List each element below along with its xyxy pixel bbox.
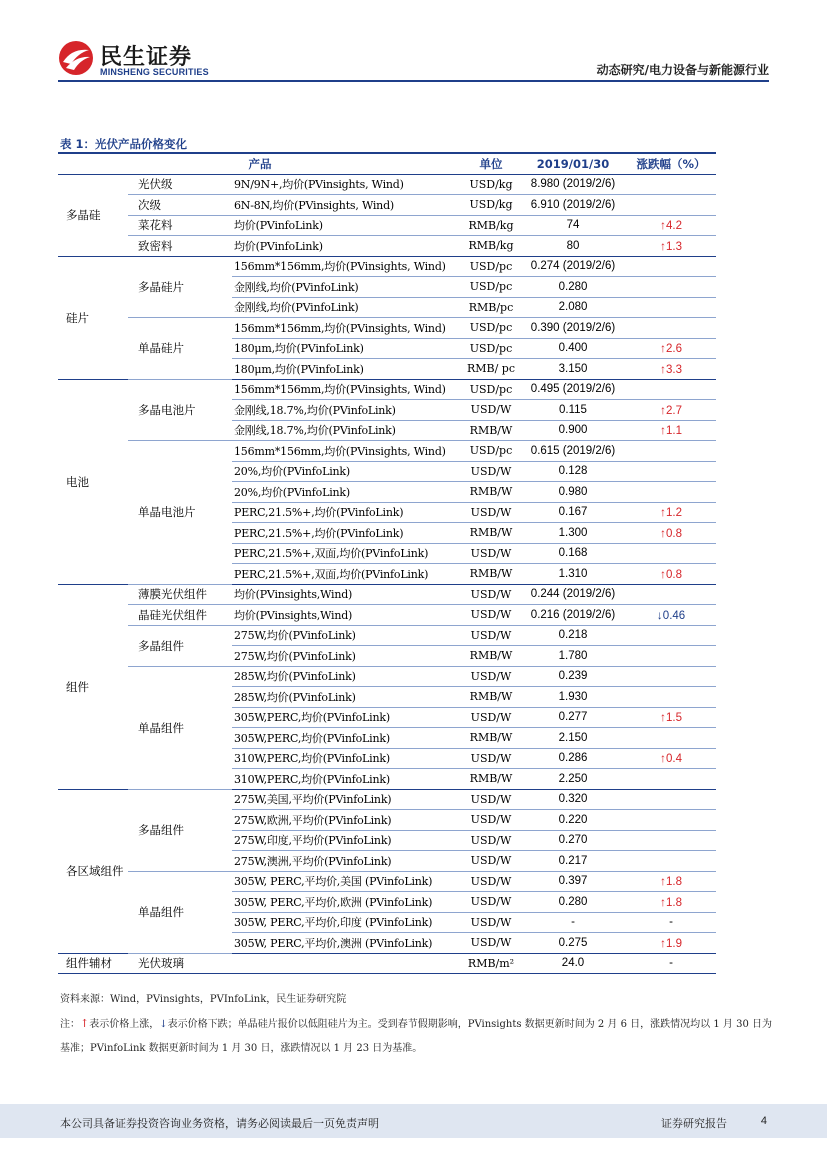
product-cell: 285W,均价(PVinfoLink) (232, 666, 462, 687)
change-value: 0.4 (666, 753, 682, 766)
change-cell (626, 502, 716, 523)
unit-cell: RMB/W (462, 564, 520, 585)
up-arrow-icon: ↑ (80, 1017, 90, 1030)
change-cell (626, 236, 716, 257)
subcategory-cell: 多晶硅片 (128, 256, 232, 318)
change-value: 1.1 (666, 425, 682, 438)
table-row (58, 666, 716, 687)
category-cell: 各区域组件 (58, 789, 128, 953)
change-cell (626, 728, 716, 749)
minsheng-logo-icon (58, 40, 94, 76)
product-cell: 305W,PERC,均价(PVinfoLink) (232, 707, 462, 728)
unit-cell: USD/pc (462, 277, 520, 298)
product-cell: 9N/9N+,均价(PVinsights, Wind) (232, 174, 462, 195)
price-cell: 0.277 (520, 707, 626, 728)
change-value: 0.8 (666, 568, 682, 581)
table-row (58, 584, 716, 605)
down-arrow-icon: ↓ (159, 1019, 168, 1030)
note-up-text: 表示价格上涨， (89, 1019, 160, 1030)
table-header-row (58, 153, 716, 174)
col-header-product: 产品 (58, 153, 462, 174)
unit-cell: RMB/kg (462, 236, 520, 257)
price-cell: 0.168 (520, 543, 626, 564)
price-cell: 1.930 (520, 687, 626, 708)
change-value: 1.3 (666, 240, 682, 253)
unit-cell: USD/W (462, 400, 520, 421)
change-cell (626, 420, 716, 441)
price-cell: 0.280 (520, 892, 626, 913)
unit-cell: USD/W (462, 605, 520, 626)
report-type: 动态研究/电力设备与新能源行业 (596, 63, 769, 77)
price-cell: 0.980 (520, 482, 626, 503)
price-cell: 0.167 (520, 502, 626, 523)
down-arrow-icon: ↓ (656, 607, 663, 622)
price-cell: 0.390 (2019/2/6) (520, 318, 626, 339)
price-cell: 0.615 (2019/2/6) (520, 441, 626, 462)
product-cell: 305W, PERC,平均价,美国 (PVinfoLink) (232, 871, 462, 892)
price-cell: 0.280 (520, 277, 626, 298)
change-cell (626, 256, 716, 277)
product-cell: 305W,PERC,均价(PVinfoLink) (232, 728, 462, 749)
product-cell: 275W,均价(PVinfoLink) (232, 646, 462, 667)
product-cell: 180μm,均价(PVinfoLink) (232, 338, 462, 359)
product-cell: 156mm*156mm,均价(PVinsights, Wind) (232, 256, 462, 277)
unit-cell: RMB/W (462, 728, 520, 749)
price-cell: 2.080 (520, 297, 626, 318)
subcategory-cell: 单晶组件 (128, 666, 232, 789)
change-cell (626, 933, 716, 954)
price-cell: 0.495 (2019/2/6) (520, 379, 626, 400)
unit-cell: USD/W (462, 810, 520, 831)
change-value: 4.2 (666, 220, 682, 233)
unit-cell: USD/W (462, 748, 520, 769)
subcategory-cell: 多晶组件 (128, 625, 232, 666)
col-header-date: 2019/01/30 (520, 153, 626, 174)
subcategory-cell: 多晶组件 (128, 789, 232, 871)
change-cell (626, 400, 716, 421)
change-cell (626, 215, 716, 236)
product-cell: PERC,21.5%+,双面,均价(PVinfoLink) (232, 543, 462, 564)
up-arrow-icon: ↑ (660, 935, 666, 950)
subcategory-cell: 多晶电池片 (128, 379, 232, 441)
unit-cell: RMB/pc (462, 297, 520, 318)
price-cell: 74 (520, 215, 626, 236)
product-cell: 20%,均价(PVinfoLink) (232, 461, 462, 482)
up-arrow-icon: ↑ (660, 361, 666, 376)
price-cell: 8.980 (2019/2/6) (520, 174, 626, 195)
unit-cell: USD/W (462, 625, 520, 646)
unit-cell: USD/W (462, 707, 520, 728)
product-cell: PERC,21.5%+,双面,均价(PVinfoLink) (232, 564, 462, 585)
table-body (58, 174, 716, 974)
product-cell: 305W, PERC,平均价,欧洲 (PVinfoLink) (232, 892, 462, 913)
product-cell: 275W,澳洲,平均价(PVinfoLink) (232, 851, 462, 872)
change-cell (626, 769, 716, 790)
price-cell: 6.910 (2019/2/6) (520, 195, 626, 216)
product-cell: 156mm*156mm,均价(PVinsights, Wind) (232, 441, 462, 462)
unit-cell: USD/W (462, 912, 520, 933)
price-cell: 3.150 (520, 359, 626, 380)
change-cell (626, 277, 716, 298)
price-cell: 1.300 (520, 523, 626, 544)
unit-cell: RMB/kg (462, 215, 520, 236)
product-cell: 310W,PERC,均价(PVinfoLink) (232, 748, 462, 769)
page-footer (0, 1104, 827, 1138)
price-table (58, 152, 716, 974)
price-cell: 1.780 (520, 646, 626, 667)
change-cell (626, 666, 716, 687)
unit-cell: USD/W (462, 461, 520, 482)
table-row (58, 625, 716, 646)
change-cell (626, 441, 716, 462)
change-value: 0.46 (662, 609, 686, 622)
change-value: 2.6 (666, 343, 682, 356)
unit-cell: USD/kg (462, 174, 520, 195)
page-number: 4 (760, 1115, 767, 1127)
change-cell (626, 461, 716, 482)
up-arrow-icon: ↑ (660, 874, 666, 889)
price-cell: 0.220 (520, 810, 626, 831)
up-arrow-icon: ↑ (660, 218, 666, 233)
table-row (58, 195, 716, 216)
table-row (58, 215, 716, 236)
company-logo (58, 40, 208, 80)
change-cell (626, 851, 716, 872)
logo-english-name: MINSHENG SECURITIES (100, 67, 209, 77)
unit-cell: USD/W (462, 851, 520, 872)
change-cell (626, 338, 716, 359)
unit-cell: USD/W (462, 871, 520, 892)
product-cell: 均价(PVinfoLink) (232, 236, 462, 257)
change-cell (626, 871, 716, 892)
up-arrow-icon: ↑ (660, 566, 666, 581)
category-cell: 组件辅材 (58, 953, 128, 974)
unit-cell: RMB/W (462, 482, 520, 503)
price-cell: 24.0 (520, 953, 626, 974)
product-cell: 310W,PERC,均价(PVinfoLink) (232, 769, 462, 790)
change-cell (626, 564, 716, 585)
unit-cell: RMB/m² (462, 953, 520, 974)
change-cell (626, 687, 716, 708)
product-cell: 305W, PERC,平均价,澳洲 (PVinfoLink) (232, 933, 462, 954)
product-cell: 均价(PVinsights,Wind) (232, 605, 462, 626)
price-cell: 0.397 (520, 871, 626, 892)
change-value: 2.7 (666, 404, 682, 417)
unit-cell: RMB/W (462, 769, 520, 790)
change-cell (626, 625, 716, 646)
product-cell: 275W,均价(PVinfoLink) (232, 625, 462, 646)
product-cell: 均价(PVinfoLink) (232, 215, 462, 236)
change-cell (626, 379, 716, 400)
up-arrow-icon: ↑ (660, 710, 666, 725)
product-cell: 285W,均价(PVinfoLink) (232, 687, 462, 708)
change-value: 3.3 (666, 363, 682, 376)
up-arrow-icon: ↑ (660, 525, 666, 540)
col-header-change: 涨跌幅（%） (626, 153, 716, 174)
product-cell: 305W, PERC,平均价,印度 (PVinfoLink) (232, 912, 462, 933)
price-cell: 80 (520, 236, 626, 257)
price-cell: 0.320 (520, 789, 626, 810)
price-cell: 0.270 (520, 830, 626, 851)
change-cell (626, 605, 716, 626)
price-cell: 0.275 (520, 933, 626, 954)
change-value: 1.9 (666, 937, 682, 950)
footer-disclaimer: 本公司具备证券投资咨询业务资格，请务必阅读最后一页免责声明 (60, 1117, 379, 1130)
unit-cell: USD/pc (462, 256, 520, 277)
up-arrow-icon: ↑ (660, 894, 666, 909)
table-row (58, 318, 716, 339)
price-cell: 0.286 (520, 748, 626, 769)
table-row (58, 256, 716, 277)
price-cell: 0.218 (520, 625, 626, 646)
product-cell: 275W,欧洲,平均价(PVinfoLink) (232, 810, 462, 831)
product-cell: 金刚线,均价(PVinfoLink) (232, 277, 462, 298)
table-row (58, 236, 716, 257)
change-value: 1.8 (666, 896, 682, 909)
change-cell (626, 297, 716, 318)
price-cell: 2.150 (520, 728, 626, 749)
change-cell (626, 789, 716, 810)
change-cell (626, 359, 716, 380)
unit-cell: USD/pc (462, 379, 520, 400)
unit-cell: USD/W (462, 789, 520, 810)
unit-cell: USD/W (462, 502, 520, 523)
unit-cell: RMB/W (462, 687, 520, 708)
up-arrow-icon: ↑ (660, 402, 666, 417)
unit-cell: USD/pc (462, 441, 520, 462)
change-value: - (669, 957, 673, 970)
note-down-text: 表示价格下跌；单晶硅片报价以低阻硅片为主。受到春节假期影响，PVinsights 数据更新时间为 2 月 6 日，涨跌情况均以 1 月 30 日为基准；PVinfoLink 数据更新时间为 1 月 30 日，涨跌情况以 1 月 23 日为基准。 (60, 1019, 773, 1054)
up-arrow-icon: ↑ (660, 341, 666, 356)
table-row (58, 789, 716, 810)
subcategory-cell: 光伏玻璃 (128, 953, 232, 974)
unit-cell: USD/W (462, 666, 520, 687)
table-row (58, 605, 716, 626)
table-row (58, 174, 716, 195)
change-cell (626, 912, 716, 933)
change-value: - (669, 916, 673, 929)
unit-cell: USD/W (462, 584, 520, 605)
unit-cell: RMB/W (462, 420, 520, 441)
subcategory-cell: 光伏级 (128, 174, 232, 195)
price-cell: 0.216 (2019/2/6) (520, 605, 626, 626)
product-cell: 275W,美国,平均价(PVinfoLink) (232, 789, 462, 810)
up-arrow-icon: ↑ (660, 751, 666, 766)
table-row (58, 871, 716, 892)
change-cell (626, 953, 716, 974)
product-cell: PERC,21.5%+,均价(PVinfoLink) (232, 502, 462, 523)
unit-cell: RMB/ pc (462, 359, 520, 380)
change-cell (626, 830, 716, 851)
note-prefix: 注： (60, 1019, 81, 1030)
category-cell: 多晶硅 (58, 174, 128, 256)
change-cell (626, 748, 716, 769)
unit-cell: USD/W (462, 543, 520, 564)
change-cell (626, 810, 716, 831)
change-value: 1.8 (666, 876, 682, 889)
unit-cell: USD/W (462, 933, 520, 954)
header-divider (58, 80, 769, 82)
change-value: 0.8 (666, 527, 682, 540)
product-cell: PERC,21.5%+,均价(PVinfoLink) (232, 523, 462, 544)
product-cell: 156mm*156mm,均价(PVinsights, Wind) (232, 379, 462, 400)
product-cell: 156mm*156mm,均价(PVinsights, Wind) (232, 318, 462, 339)
category-cell: 电池 (58, 379, 128, 584)
change-value: 1.5 (666, 712, 682, 725)
subcategory-cell: 单晶电池片 (128, 441, 232, 585)
footer-doc-type: 证券研究报告 (661, 1117, 727, 1130)
unit-cell: USD/pc (462, 338, 520, 359)
page-header (0, 0, 827, 84)
subcategory-cell: 致密料 (128, 236, 232, 257)
subcategory-cell: 单晶硅片 (128, 318, 232, 380)
price-cell: 0.239 (520, 666, 626, 687)
table-row (58, 441, 716, 462)
unit-cell: USD/kg (462, 195, 520, 216)
product-cell: 均价(PVinsights,Wind) (232, 584, 462, 605)
product-cell: 6N-8N,均价(PVinsights, Wind) (232, 195, 462, 216)
change-cell (626, 318, 716, 339)
source-note: 资料来源：Wind，PVinsights，PVInfoLink，民生证券研究院 (60, 994, 347, 1005)
change-cell (626, 707, 716, 728)
product-cell: 180μm,均价(PVinfoLink) (232, 359, 462, 380)
up-arrow-icon: ↑ (660, 238, 666, 253)
change-cell (626, 543, 716, 564)
product-cell: 20%,均价(PVinfoLink) (232, 482, 462, 503)
product-cell: 金刚线,均价(PVinfoLink) (232, 297, 462, 318)
price-cell: 0.274 (2019/2/6) (520, 256, 626, 277)
product-cell (232, 953, 462, 974)
change-cell (626, 523, 716, 544)
category-cell: 硅片 (58, 256, 128, 379)
change-value: 1.2 (666, 507, 682, 520)
col-header-unit: 单位 (462, 153, 520, 174)
product-cell: 金刚线,18.7%,均价(PVinfoLink) (232, 400, 462, 421)
change-cell (626, 195, 716, 216)
product-cell: 金刚线,18.7%,均价(PVinfoLink) (232, 420, 462, 441)
price-cell: 0.115 (520, 400, 626, 421)
price-cell: 0.900 (520, 420, 626, 441)
product-cell: 275W,印度,平均价(PVinfoLink) (232, 830, 462, 851)
unit-cell: RMB/W (462, 646, 520, 667)
unit-cell: USD/W (462, 830, 520, 851)
subcategory-cell: 单晶组件 (128, 871, 232, 953)
category-cell: 组件 (58, 584, 128, 789)
change-cell (626, 482, 716, 503)
price-cell: 2.250 (520, 769, 626, 790)
table-title: 表 1：光伏产品价格变化 (60, 137, 188, 151)
table-row (58, 953, 716, 974)
footnote (60, 1012, 772, 1061)
subcategory-cell: 菜花料 (128, 215, 232, 236)
price-cell: - (520, 912, 626, 933)
subcategory-cell: 晶硅光伏组件 (128, 605, 232, 626)
price-cell: 0.244 (2019/2/6) (520, 584, 626, 605)
up-arrow-icon: ↑ (660, 423, 666, 438)
price-cell: 0.128 (520, 461, 626, 482)
price-cell: 0.217 (520, 851, 626, 872)
unit-cell: USD/pc (462, 318, 520, 339)
change-cell (626, 174, 716, 195)
subcategory-cell: 薄膜光伏组件 (128, 584, 232, 605)
price-cell: 0.400 (520, 338, 626, 359)
unit-cell: RMB/W (462, 523, 520, 544)
unit-cell: USD/W (462, 892, 520, 913)
table-row (58, 379, 716, 400)
change-cell (626, 646, 716, 667)
price-cell: 1.310 (520, 564, 626, 585)
logo-chinese-name: 民生证券 (100, 45, 193, 70)
change-cell (626, 892, 716, 913)
subcategory-cell: 次级 (128, 195, 232, 216)
up-arrow-icon: ↑ (660, 505, 666, 520)
change-cell (626, 584, 716, 605)
